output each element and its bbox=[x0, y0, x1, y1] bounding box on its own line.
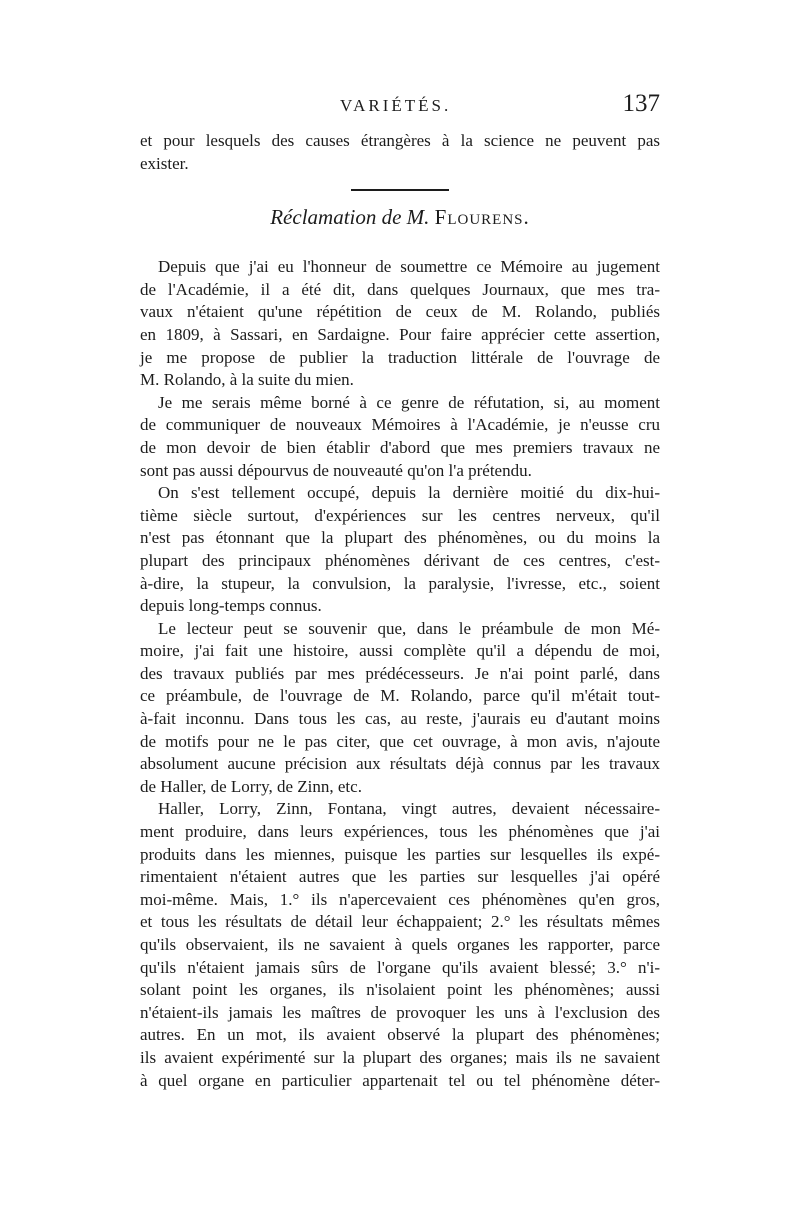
text-line: On s'est tellement occupé, depuis la dernière moitié du dix-hui- bbox=[158, 483, 660, 503]
text-line: n'est pas étonnant que la plupart des phénomènes, ou du moins la bbox=[140, 528, 660, 548]
text-line: exister. bbox=[140, 153, 189, 173]
text-line: je me propose de publier la traduction littérale de l'ouvrage de bbox=[140, 347, 660, 367]
section-divider bbox=[351, 189, 449, 191]
text-line: ils avaient expérimenté sur la plupart des organes; mais ils ne savaient bbox=[140, 1047, 660, 1067]
text-line: à-dire, la stupeur, la convulsion, la paralysie, l'ivresse, etc., soient bbox=[140, 573, 660, 593]
text-line: plupart des principaux phénomènes dérivant de ces centres, c'est- bbox=[140, 550, 660, 570]
text-line: et pour lesquels des causes étrangères à la science ne peuvent pas bbox=[140, 131, 660, 150]
running-title: VARIÉTÉS. bbox=[340, 96, 452, 115]
text-line: Depuis que j'ai eu l'honneur de soumettre ce Mémoire au jugement bbox=[158, 257, 660, 277]
text-line: tième siècle surtout, d'expériences sur les centres nerveux, qu'il bbox=[140, 505, 660, 525]
text-line: en 1809, à Sassari, en Sardaigne. Pour faire apprécier cette assertion, bbox=[140, 324, 660, 344]
paragraph-5 bbox=[140, 798, 660, 1092]
paragraph-1 bbox=[140, 256, 660, 392]
text-line: qu'ils n'étaient jamais sûrs de l'organe qu'ils avaient blessé; 3.° n'i- bbox=[140, 957, 660, 977]
text-line: autres. En un mot, ils avaient observé la plupart des phénomènes; bbox=[140, 1025, 660, 1045]
heading-name: Flourens. bbox=[434, 205, 530, 230]
text-line: qu'ils observaient, ils ne savaient à quels organes les rapporter, parce bbox=[140, 935, 660, 954]
text-line: Haller, Lorry, Zinn, Fontana, vingt autres, devaient nécessaire- bbox=[158, 799, 660, 819]
text-line: de communiquer de nouveaux Mémoires à l'Académie, je n'eusse cru bbox=[140, 415, 660, 435]
text-line: à-fait inconnu. Dans tous les cas, au reste, j'aurais eu d'autant moins bbox=[140, 709, 660, 729]
text-line: solant point les organes, ils n'isolaient point les phénomènes; aussi bbox=[140, 980, 660, 1000]
text-line: de mon devoir de bien établir d'abord que mes premiers travaux ne bbox=[140, 437, 660, 457]
paragraph-2 bbox=[140, 392, 660, 482]
text-line: n'étaient-ils jamais les maîtres de provoquer les uns à l'exclusion des bbox=[140, 1002, 660, 1022]
heading-prefix: Réclamation de M. bbox=[270, 205, 430, 230]
text-line: Le lecteur peut se souvenir que, dans le préambule de mon Mé- bbox=[158, 618, 660, 638]
continuation-paragraph bbox=[140, 130, 660, 175]
text-line: M. Rolando, à la suite du mien. bbox=[140, 370, 354, 390]
text-line: moire, j'ai fait une histoire, aussi complète qu'il a dépendu de moi, bbox=[140, 641, 660, 661]
running-head bbox=[140, 90, 660, 130]
page-number: 137 bbox=[622, 90, 660, 117]
text-line: Je me serais même borné à ce genre de réfutation, si, au moment bbox=[158, 392, 660, 412]
text-line: rimentaient n'étaient autres que les parties sur lesquelles j'ai opéré bbox=[140, 867, 660, 887]
text-line: ment produire, dans leurs expériences, tous les phénomènes que j'ai bbox=[140, 822, 660, 842]
text-line: produits dans les miennes, puisque les parties sur lesquelles ils expé- bbox=[140, 844, 660, 864]
text-line: de motifs pour ne le pas citer, que cet ouvrage, à mon avis, n'ajoute bbox=[140, 731, 660, 751]
paragraph-3 bbox=[140, 482, 660, 618]
text-line: et tous les résultats de détail leur échappaient; 2.° les résultats mêmes bbox=[140, 912, 660, 932]
text-line: moi-même. Mais, 1.° ils n'apercevaient ces phénomènes qu'en gros, bbox=[140, 889, 660, 909]
paragraph-4 bbox=[140, 618, 660, 799]
text-line: à quel organe en particulier appartenait tel ou tel phénomène déter- bbox=[140, 1070, 660, 1090]
text-line: vaux n'étaient qu'une répétition de ceux de M. Rolando, publiés bbox=[140, 302, 660, 322]
text-line: de l'Académie, il a été dit, dans quelques Journaux, que mes tra- bbox=[140, 279, 660, 299]
text-line: sont pas aussi dépourvus de nouveauté qu'on l'a prétendu. bbox=[140, 460, 532, 480]
text-line: de Haller, de Lorry, de Zinn, etc. bbox=[140, 776, 362, 796]
text-line: depuis long-temps connus. bbox=[140, 596, 322, 616]
text-line: ce préambule, de l'ouvrage de M. Rolando, parce qu'il m'était tout- bbox=[140, 686, 660, 706]
section-heading bbox=[140, 204, 660, 230]
text-line: des travaux publiés par mes prédécesseurs. Je n'ai point parlé, dans bbox=[140, 663, 660, 683]
book-page bbox=[140, 90, 660, 1092]
text-line: absolument aucune précision aux résultats déjà connus par les travaux bbox=[140, 754, 660, 774]
